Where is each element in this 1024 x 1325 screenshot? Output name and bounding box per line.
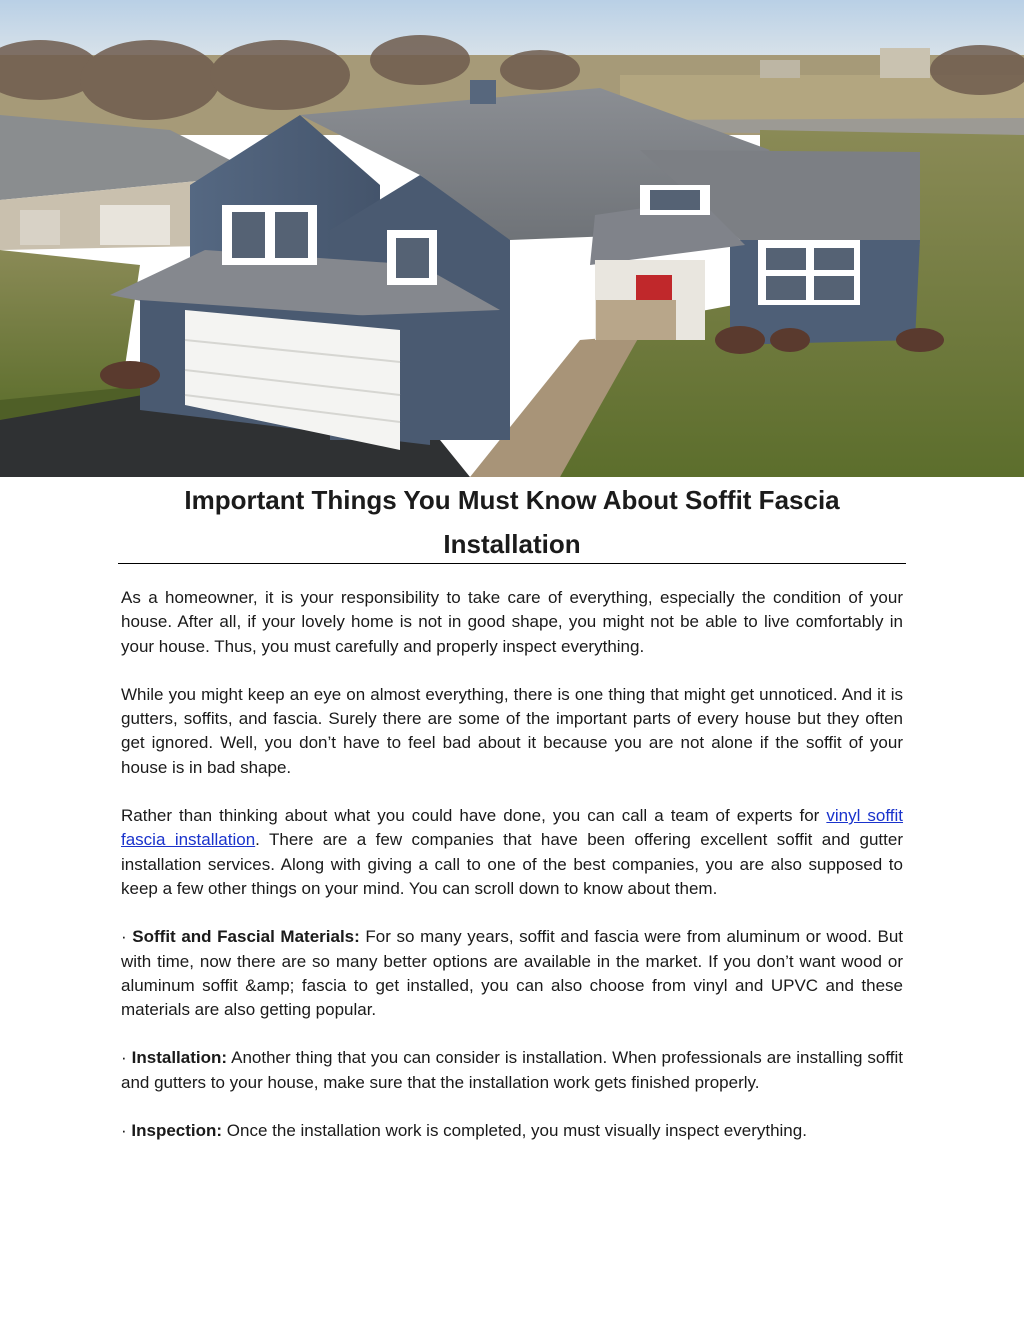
bullet-text-installation: Another thing that you can consider is installation. When professionals are installing soffit and gutters to your house, make sure that the installation work gets finished properly. — [121, 1048, 903, 1092]
paragraph-experts-text-after: . There are a few companies that have been offering excellent soffit and gutter installation services. Along with giving a call to one of the best companies, you are also supposed to keep a few other things on your mind. You can scroll down to know about them. — [121, 830, 903, 898]
bullet-marker: · — [121, 1121, 132, 1141]
bullet-heading-inspection: Inspection: — [131, 1121, 223, 1141]
paragraph-intro: As a homeowner, it is your responsibility to take care of everything, especially the condition of your house. After all, if your lovely home is not in good shape, you might not be able to live comfortably in your house. Thus, you must carefully and properly inspect everything. — [121, 588, 903, 656]
bullet-text-materials: For so many years, soffit and fascia were from aluminum or wood. But with time, now there are so many better options are available in the market. If you don’t want wood or aluminum soffit &amp; fascia to get installed, you can also choose from vinyl and UPVC and these materials are also getting popular. — [121, 927, 903, 1020]
bullet-installation — [121, 1046, 903, 1095]
bullet-marker: · — [121, 1048, 132, 1068]
paragraph-experts — [121, 804, 903, 901]
hero-house-photo — [0, 0, 1024, 477]
bullet-text-inspection: Once the installation work is completed, you must visually inspect everything. — [222, 1121, 807, 1141]
bullet-materials — [121, 925, 903, 1022]
article-body — [121, 586, 903, 1167]
bullet-marker: · — [121, 927, 133, 947]
paragraph-experts-text-before: Rather than thinking about what you could have done, you can call a team of experts for — [121, 806, 827, 826]
bullet-inspection — [121, 1119, 903, 1143]
vinyl-soffit-fascia-link[interactable]: vinyl soffit fascia installation — [121, 806, 904, 850]
bullet-heading-materials: Soffit and Fascial Materials: — [132, 927, 360, 947]
article-title: Important Things You Must Know About Soffit Fascia Installation — [184, 485, 840, 559]
paragraph-unnoticed: While you might keep an eye on almost everything, there is one thing that might get unnoticed. And it is gutters, soffits, and fascia. Surely there are some of the important parts of every house but they often get ignored. Well, you don’t have to feel bad about it because you are not alone if the soffit of your house is in bad shape. — [121, 684, 903, 777]
title-divider — [118, 563, 906, 564]
bullet-heading-installation: Installation: — [131, 1048, 228, 1068]
